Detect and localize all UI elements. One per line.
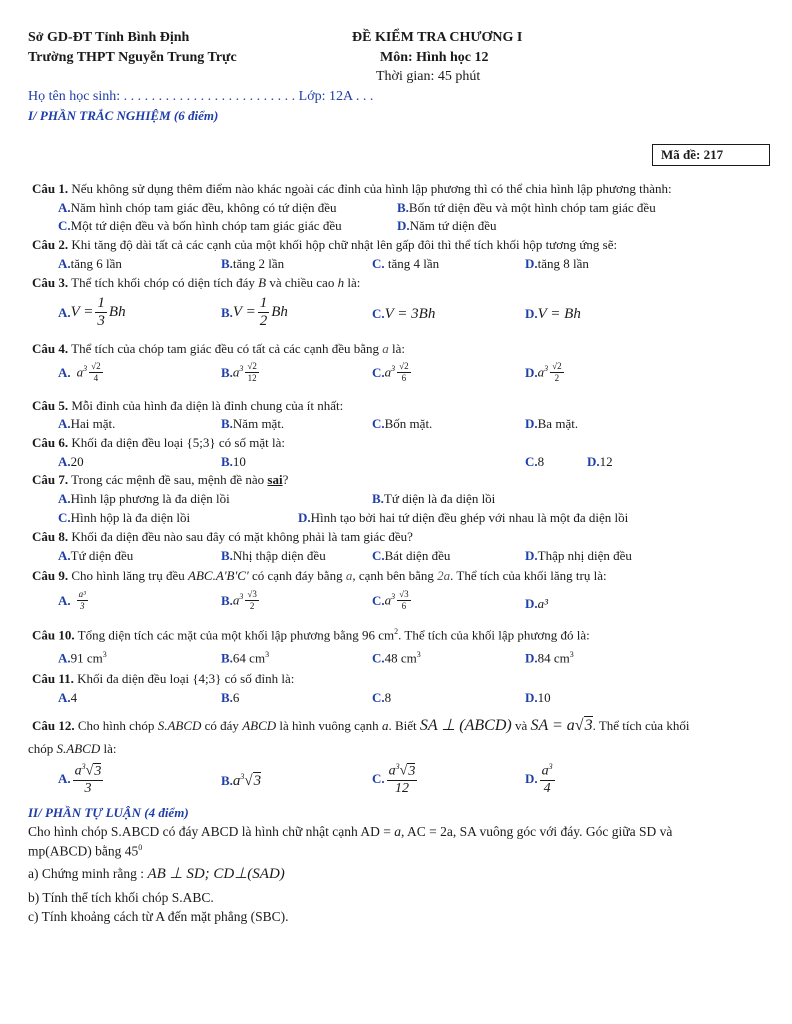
question-3 (32, 275, 360, 291)
q12-option-d[interactable]: D. $\frac{a^3}{4}$ (525, 762, 553, 796)
q3-text-post: là: (344, 275, 361, 290)
q3-d-text: V = Bh (537, 306, 581, 322)
q10-area-exp: 2 (394, 627, 399, 636)
school-name: Trường THPT Nguyễn Trung Trực (28, 50, 237, 65)
q3-var-b: B (258, 275, 267, 290)
q10-a-text: 91 cm (70, 650, 103, 666)
q7-label: Câu 7. (32, 472, 69, 487)
q7-option-b[interactable]: B.Tứ diện là đa diện lồi (372, 491, 496, 506)
q1-a-text: Năm hình chóp tam giác đều, không có tứ diện đều (70, 200, 337, 215)
q5-label: Câu 5. (32, 398, 69, 413)
q1-label: Câu 1. (32, 181, 69, 196)
q9-option-c[interactable]: C. $a^3$ $\frac{√3}{6}$ (372, 589, 409, 611)
q9-label: Câu 9. (32, 568, 69, 583)
q10-option-a[interactable]: A.91 $cm^3$ (58, 650, 107, 666)
q9-text-mid: có cạnh đáy bằng (248, 568, 346, 583)
q9-a-fraction: $\frac{\text{a³}}{3}$ (78, 589, 86, 611)
q6-option-a[interactable]: A.20 (58, 454, 84, 469)
q3-option-b[interactable]: B. V = $\frac{1}{2}$ Bh (221, 295, 288, 329)
q6-label: Câu 6. (32, 435, 69, 450)
q10-b-text: 64 cm (232, 650, 266, 666)
q1-option-b[interactable]: B.Bốn tứ diện đều và một hình chóp tam giác đều (397, 200, 656, 215)
q8-label: Câu 8. (32, 529, 69, 544)
essay-paragraph-1: Cho hình chóp S.ABCD có đáy ABCD là hình chữ nhật cạnh AD = a, AC = 2a, SA vuông góc với đáy. Góc giữa SD và (28, 824, 673, 839)
q5-c-text: Bốn mặt. (384, 416, 433, 431)
q5-b-text: Năm mặt. (232, 416, 285, 431)
q2-b-text: tăng 2 lần (232, 256, 285, 271)
q9-c-fraction: $\frac{√3}{6}$ (399, 589, 409, 611)
question-12-line2 (28, 741, 116, 757)
q8-c-text: Bát diện đều (384, 548, 451, 563)
q12-c-fraction: $\frac{a^3√3}{12}$ (388, 762, 416, 796)
q5-option-c[interactable]: C.Bốn mặt. (372, 416, 433, 431)
q5-option-d[interactable]: D.Ba mặt. (525, 416, 579, 431)
q4-option-d[interactable]: D. $a^3$ $\frac{√2}{2}$ (525, 361, 562, 383)
q9-text-mid2: , cạnh bên bằng (352, 568, 438, 583)
q1-c-text: Một tứ diện đều và bốn hình chóp tam giác giác đều (70, 218, 342, 233)
q12-text-mid3: . Biết (388, 718, 420, 733)
q7-option-d[interactable]: D.Hình tạo bởi hai tứ diện đều ghép với nhau là một đa diện lồi (298, 510, 629, 525)
q2-option-a[interactable]: A.tăng 6 lần (58, 256, 122, 271)
q1-option-c[interactable]: C.Một tứ diện đều và bốn hình chóp tam giác giác đều (58, 218, 342, 233)
q4-option-a[interactable]: A. $a^3$ $\frac{√2}{4}$ (58, 361, 101, 383)
q3-option-a[interactable]: A. V = $\frac{1}{3}$ Bh (58, 295, 126, 329)
q7-a-text: Hình lập phương là đa diện lồi (70, 491, 230, 506)
q9-option-b[interactable]: B. $a^3$ $\frac{√3}{2}$ (221, 589, 257, 611)
q12-text-mid2: là hình vuông cạnh (276, 718, 382, 733)
student-info: Họ tên học sinh: . . . . . . . . . . . . . . . . . . . . . . . . . Lớp: 12A . . . (28, 89, 374, 104)
question-7 (32, 472, 288, 488)
q9-d-text: a³ (537, 596, 549, 611)
q11-option-a[interactable]: A.4 (58, 690, 78, 705)
section2-title: II/ PHẦN TỰ LUẬN (4 điểm) (28, 805, 189, 820)
q4-a-fraction: $\frac{√2}{4}$ (91, 361, 101, 383)
question-6 (32, 435, 285, 451)
q12-var-a: a (381, 718, 389, 733)
q5-option-b[interactable]: B.Năm mặt. (221, 416, 285, 431)
q8-option-d[interactable]: D.Thập nhị diện đều (525, 548, 632, 563)
q7-option-c[interactable]: C.Hình hộp là đa diện lồi (58, 510, 191, 525)
question-4 (32, 341, 405, 357)
q11-label: Câu 11. (32, 671, 74, 686)
q3-b-post: Bh (271, 304, 288, 320)
q8-d-text: Thập nhị diện đều (537, 548, 632, 563)
exam-code-box: Mã đề: 217 (652, 144, 770, 166)
q8-text: Khối đa diện đều nào sau đây có mặt không phải là tam giác đều? (71, 529, 413, 544)
q9-text-post: . Thể tích của khối lăng trụ là: (450, 568, 607, 583)
essay-part-b: b) Tính thể tích khối chóp S.ABC. (28, 890, 214, 905)
q9-prism: ABC.A'B'C' (188, 568, 249, 583)
q12-text-pre: Cho hình chóp (77, 718, 158, 733)
q1-option-d[interactable]: D.Năm tứ diện đều (397, 218, 497, 233)
question-1 (32, 181, 672, 197)
q2-option-c[interactable]: C. tăng 4 lần (372, 256, 440, 271)
essay-part-c: c) Tính khoảng cách từ A đến mặt phẳng (SBC). (28, 909, 289, 924)
q12-option-c[interactable]: C. $\frac{a^3√3}{12}$ (372, 762, 416, 796)
q6-option-d[interactable]: D.12 (587, 454, 613, 469)
q8-option-c[interactable]: C.Bát diện đều (372, 548, 451, 563)
question-12 (32, 715, 689, 735)
q7-b-text: Tứ diện là đa diện lồi (383, 491, 496, 506)
q4-d-fraction: $\frac{√2}{2}$ (552, 361, 562, 383)
q5-text: Mỗi đỉnh của hình đa diện là đỉnh chung của ít nhất: (71, 398, 344, 413)
q7-text-post: ? (282, 472, 289, 487)
q8-option-a[interactable]: A.Tứ diện đều (58, 548, 134, 563)
q9-side: 2a (437, 568, 451, 583)
section1-title: I/ PHẦN TRẮC NGHIỆM (6 điểm) (28, 108, 219, 123)
q11-b-text: 6 (232, 690, 240, 705)
time-limit: Thời gian: 45 phút (376, 69, 481, 84)
q4-text-post: là: (392, 341, 406, 356)
q9-b-fraction: $\frac{√3}{2}$ (247, 589, 257, 611)
q11-text: Khối đa diện đều loại {4;3} có số đỉnh là: (77, 671, 295, 686)
q3-a-fraction: $\frac{1}{3}$ (97, 295, 105, 329)
exam-title: ĐỀ KIỂM TRA CHƯƠNG I (352, 30, 523, 45)
q3-text-mid: và chiều cao (266, 275, 338, 290)
q10-c-text: 48 cm (384, 650, 417, 666)
q11-option-d[interactable]: D.10 (525, 690, 551, 705)
q12-line2-post: là: (100, 741, 117, 756)
q5-d-text: Ba mặt. (537, 416, 579, 431)
q9-option-d[interactable]: D.a³ (525, 596, 549, 611)
q12-b-expr: $a^3√3$ (232, 772, 262, 789)
q12-cond2: SA = a√3 (530, 717, 593, 734)
q3-a-post: Bh (108, 304, 126, 320)
q2-a-text: tăng 6 lần (70, 256, 122, 271)
q12-d-fraction: $\frac{a^3}{4}$ (541, 762, 553, 796)
q12-text-post: . Thể tích của khối (592, 718, 690, 733)
q2-d-text: tăng 8 lần (537, 256, 589, 271)
q8-b-text: Nhị thập diện đều (232, 548, 326, 563)
q7-text-underlined: sai (267, 472, 283, 487)
q12-and: và (511, 718, 531, 733)
q10-label: Câu 10. (32, 627, 75, 643)
q5-option-a[interactable]: A.Hai mặt. (58, 416, 116, 431)
question-5 (32, 398, 343, 414)
essay-paragraph-2: mp(ABCD) bằng $45^0$ (28, 843, 143, 859)
q4-text: Thể tích của chóp tam giác đều có tất cả các cạnh đều bằng (71, 341, 380, 356)
q10-d-text: 84 cm (537, 650, 570, 666)
q10-text-post: . Thể tích của khối lập phương đó là: (398, 627, 590, 643)
q10-option-d[interactable]: D.84 $cm^3$ (525, 650, 574, 666)
question-10 (32, 627, 590, 643)
q11-d-text: 10 (537, 690, 551, 705)
q12-text-mid: có đáy (201, 718, 243, 733)
subject: Môn: Hình học 12 (380, 50, 489, 65)
q12-option-b[interactable]: $B.a^3√3$ (221, 772, 262, 789)
q10-option-b[interactable]: B.64 $cm^3$ (221, 650, 270, 666)
q6-c-text: 8 (537, 454, 545, 469)
q3-text-pre: Thể tích khối chóp có diện tích đáy (71, 275, 259, 290)
q6-a-text: 20 (70, 454, 84, 469)
question-11 (32, 671, 294, 687)
q12-label: Câu 12. (32, 718, 75, 733)
q9-option-a[interactable]: A. $\frac{\text{a³}}{3}$ (58, 589, 86, 611)
q4-option-b[interactable]: B. $a^3$ $\frac{√2}{12}$ (221, 361, 257, 383)
q6-text: Khối đa diện đều loại {5;3} có số mặt là: (71, 435, 285, 450)
q4-b-fraction: $\frac{√2}{12}$ (247, 361, 257, 383)
q12-cond1: SA ⊥ (ABCD) (419, 717, 512, 734)
q11-c-text: 8 (384, 690, 392, 705)
q6-b-text: 10 (232, 454, 246, 469)
q11-option-b[interactable]: B.6 (221, 690, 240, 705)
q3-c-text: V = 3Bh (384, 306, 436, 322)
q6-option-b[interactable]: B.10 (221, 454, 246, 469)
q1-b-text: Bốn tứ diện đều và một hình chóp tam giác đều (408, 200, 656, 215)
q12-option-a[interactable]: A. $\frac{a^3√3}{3}$ (58, 762, 102, 796)
q3-b-pre: V = (232, 304, 256, 320)
q7-c-text: Hình hộp là đa diện lồi (70, 510, 191, 525)
q12-pyramid: S.ABCD (157, 718, 202, 733)
essay-part-a: a) Chứng minh rằng : AB ⊥ SD; CD⊥(SAD) (28, 866, 285, 882)
question-9 (32, 568, 607, 584)
q3-label: Câu 3. (32, 275, 69, 290)
q4-option-c[interactable]: C. $a^3$ $\frac{√2}{6}$ (372, 361, 409, 383)
q4-c-fraction: $\frac{√2}{6}$ (399, 361, 409, 383)
q12-base: ABCD (242, 718, 277, 733)
question-2 (32, 237, 617, 253)
q12-a-fraction: $\frac{a^3√3}{3}$ (74, 762, 102, 796)
q10-option-c[interactable]: C.48 $cm^3$ (372, 650, 421, 666)
q2-option-b[interactable]: B.tăng 2 lần (221, 256, 285, 271)
q12-line2-pyramid: S.ABCD (56, 741, 101, 756)
q4-label: Câu 4. (32, 341, 69, 356)
dept-name: Sở GD-ĐT Tỉnh Bình Định (28, 30, 190, 45)
q9-var-a: a (345, 568, 353, 583)
q3-a-pre: V = (70, 304, 94, 320)
q10-area: 96 cm (361, 627, 395, 643)
q1-d-text: Năm tứ diện đều (409, 218, 497, 233)
q2-label: Câu 2. (32, 237, 69, 252)
q2-text: Khi tăng độ dài tất cả các cạnh của một khối hộp chữ nhật lên gấp đôi thì thể tích khối hộp tương ứng sẽ: (71, 237, 618, 252)
q6-d-text: 12 (599, 454, 613, 469)
q11-option-c[interactable]: C.8 (372, 690, 392, 705)
q1-text: Nếu không sử dụng thêm điểm nào khác ngoài các đỉnh của hình lập phương thì có thể chia hình lập phương thành: (71, 181, 672, 196)
q3-option-c[interactable]: C.V = 3Bh (372, 306, 436, 322)
q5-a-text: Hai mặt. (70, 416, 116, 431)
question-8 (32, 529, 413, 545)
q8-option-b[interactable]: B.Nhị thập diện đều (221, 548, 326, 563)
q3-b-fraction: $\frac{1}{2}$ (259, 295, 268, 329)
q7-text-pre: Trong các mệnh đề sau, mệnh đề nào (71, 472, 268, 487)
q6-option-c[interactable]: C.8 (525, 454, 545, 469)
q4-var-a: a (382, 341, 389, 356)
q7-option-a[interactable]: A.Hình lập phương là đa diện lồi (58, 491, 230, 506)
q11-a-text: 4 (70, 690, 78, 705)
q1-option-a[interactable]: A.Năm hình chóp tam giác đều, không có tứ diện đều (58, 200, 337, 215)
q3-option-d[interactable]: D.V = Bh (525, 306, 581, 322)
q2-c-text: tăng 4 lần (384, 256, 440, 271)
q12-line2-pre: chóp (28, 741, 57, 756)
q10-text-pre: Tổng diện tích các mặt của một khối lập phương bằng (77, 627, 362, 643)
q9-text-pre: Cho hình lăng trụ đều (71, 568, 189, 583)
q7-d-text: Hình tạo bởi hai tứ diện đều ghép với nhau là một đa diện lồi (310, 510, 629, 525)
q3-var-h: h (337, 275, 345, 290)
q8-a-text: Tứ diện đều (70, 548, 134, 563)
q2-option-d[interactable]: D.tăng 8 lần (525, 256, 589, 271)
